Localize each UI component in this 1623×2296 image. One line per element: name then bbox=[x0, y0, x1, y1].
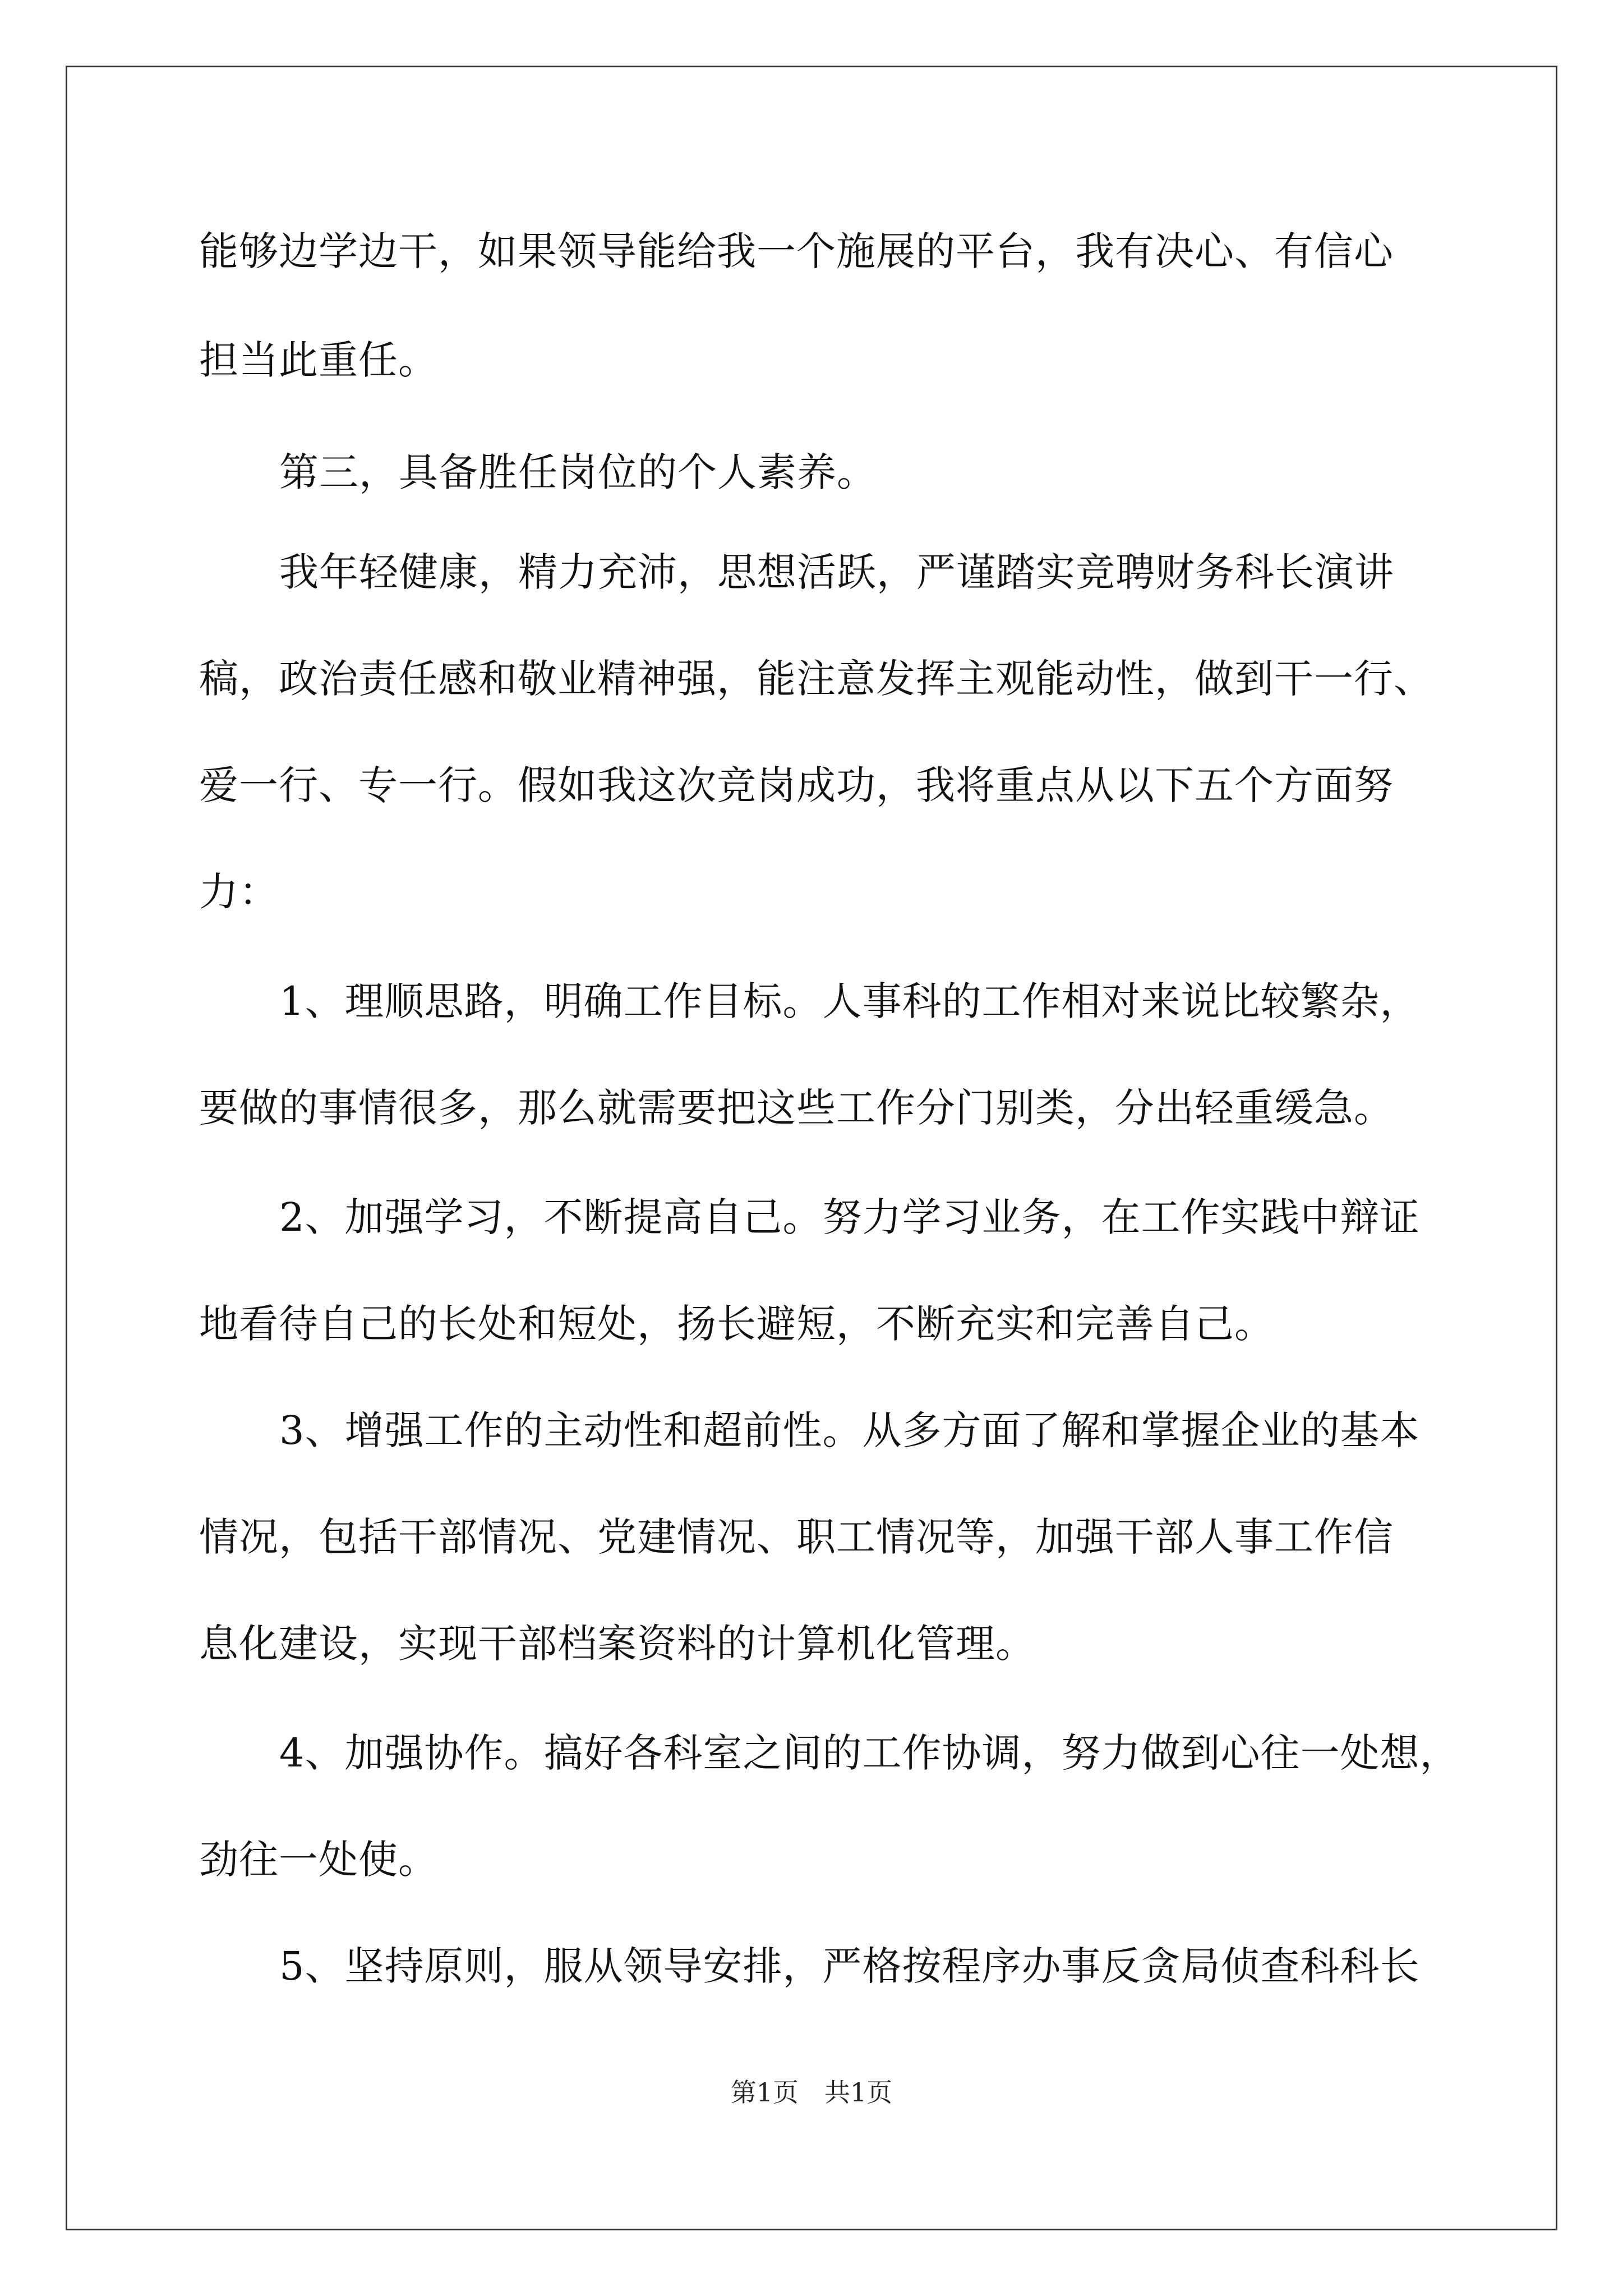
text-line: 息化建设，实现干部档案资料的计算机化管理。 bbox=[199, 1621, 1035, 1667]
text-line: 3、增强工作的主动性和超前性。从多方面了解和掌握企业的基本 bbox=[279, 1407, 1420, 1453]
text-line: 要做的事情很多，那么就需要把这些工作分门别类，分出轻重缓急。 bbox=[199, 1085, 1394, 1131]
text-line: 4、加强协作。搞好各科室之间的工作协调，努力做到心往一处想， bbox=[279, 1730, 1460, 1776]
text-line: 力： bbox=[199, 869, 279, 915]
text-line: 第三，具备胜任岗位的个人素养。 bbox=[279, 449, 877, 495]
page-number-footer: 第1页 共1页 bbox=[730, 2077, 893, 2108]
text-line: 担当此重任。 bbox=[199, 337, 438, 383]
page-border bbox=[66, 66, 1557, 2230]
text-line: 地看待自己的长处和短处，扬长避短，不断充实和完善自己。 bbox=[199, 1301, 1274, 1347]
text-line: 能够边学边干，如果领导能给我一个施展的平台，我有决心、有信心 bbox=[199, 228, 1394, 274]
text-line: 2、加强学习，不断提高自己。努力学习业务，在工作实践中辩证 bbox=[279, 1194, 1420, 1240]
text-line: 爱一行、专一行。假如我这次竞岗成功，我将重点从以下五个方面努 bbox=[199, 762, 1394, 808]
text-line: 稿，政治责任感和敬业精神强，能注意发挥主观能动性，做到干一行、 bbox=[199, 656, 1433, 702]
text-line: 情况，包括干部情况、党建情况、职工情况等，加强干部人事工作信 bbox=[199, 1514, 1394, 1560]
text-line: 劲往一处使。 bbox=[199, 1837, 438, 1883]
text-line: 5、坚持原则，服从领导安排，严格按程序办事反贪局侦查科科长 bbox=[279, 1943, 1420, 1989]
text-line: 1、理顺思路，明确工作目标。人事科的工作相对来说比较繁杂， bbox=[279, 978, 1420, 1024]
text-line: 我年轻健康，精力充沛，思想活跃，严谨踏实竞聘财务科长演讲 bbox=[279, 549, 1394, 595]
